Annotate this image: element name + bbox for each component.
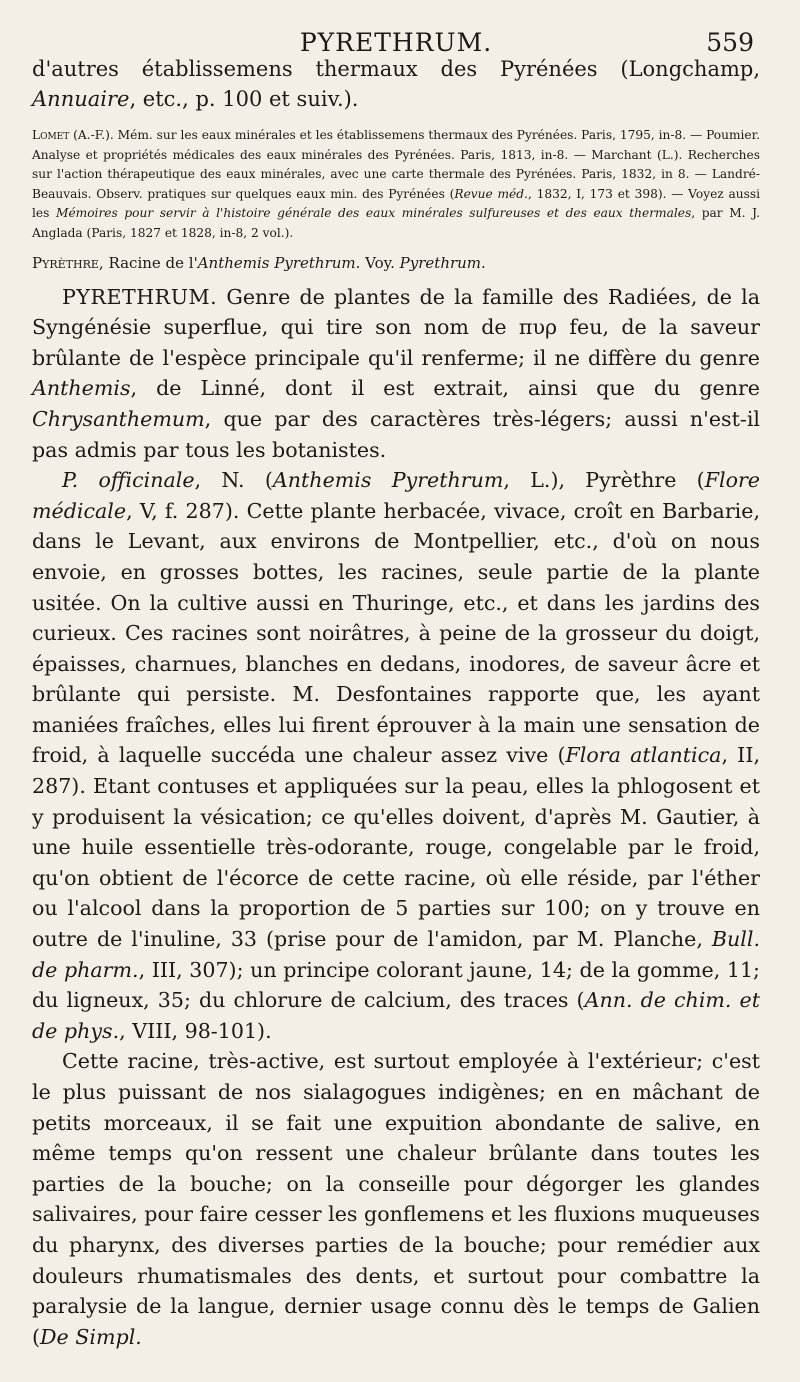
article-paragraph-3 — [32, 1046, 760, 1352]
bibliography-note — [32, 126, 760, 244]
p3-text-a: Cette racine, très-active, est surtout employée à l'extérieur; c'est le plus puissant de nos sialagogues indigènes; en en mâchant de petits morceaux, il se fait une expuition abondante de salive, en même temps qu'on ressent une chaleur brûlante dans toutes les parties de la bouche; on la conseille pour dégorger les glandes salivaires, pour faire cesser les gonflemens et les fluxions muqueuses du pharynx, des diverses parties de la bouche; pour remédier aux douleurs rhumatismales des dents, et surtout pour combattre la paralysie de la langue, dernier usage connu dès le temps de Galien ( — [32, 1049, 760, 1349]
p1-text-a: Genre de plantes de la famille des Radiées, de la Syngénésie superflue, qui tire son nom de πυρ feu, de la saveur brûlante de l'espèce principale qu'il renferme; il ne diffère du genre — [32, 284, 760, 370]
p2-text-c: , V, f. 287). Cette plante herbacée, vivace, croît en Barbarie, dans le Levant, aux environs de Montpellier, etc., d'où on nous envoie, en grosses bottes, les racines, seule partie de la plante usitée. On la cultive aussi en Thuringe, etc., et dans les jardins des curieux. Ces racines sont noirâtres, à peine de la grosseur du doigt, épaisses, charnues, blanches en dedans, inodores, de saveur âcre et brûlante qui persiste. M. Desfontaines rapporte que, les ayant maniées fraîches, elles lui firent éprouver à la main une sensation de froid, à laquelle succéda une chaleur assez vive ( — [32, 498, 760, 768]
note-italic-2: Mémoires pour servir à l'histoire générale des eaux minérales sulfureuses et des eaux thermales — [55, 206, 692, 221]
p1-text-b: , de Linné, dont il est extrait, ainsi que du genre — [130, 376, 760, 401]
article-headword: PYRETHRUM. — [62, 284, 218, 309]
page-number: 559 — [706, 28, 754, 57]
p3-italic-1: De Simpl. — [40, 1324, 142, 1349]
crossref-text-2: . Voy. — [355, 253, 400, 272]
article-body — [32, 282, 760, 1353]
p2-italic-4: Flora atlantica — [565, 743, 722, 768]
note-text-2: , 1832, I, 173 et 398). — Voyez aussi les — [32, 186, 760, 221]
p2-italic-3: Flore médicale — [32, 468, 760, 523]
article-paragraph-2 — [32, 465, 760, 1046]
article-paragraph-1 — [32, 282, 760, 466]
note-text-1: Mém. sur les eaux minérales et les établissemens thermaux des Pyrénées. Paris, 1795, in-8. — Poumier. Analyse et propriétés médicales des eaux minérales des Pyrénées. Paris, 1813, in-8. — Marchant (L.). Recherches sur l'action thérapeutique des eaux minérales, avec une carte thermale des Pyrénées. Paris, 1832, in 8. — Landré-Beauvais. Observ. pratiques sur quelques eaux min. des Pyrénées ( — [32, 128, 760, 201]
p2-italic-1: P. officinale — [62, 468, 195, 493]
lead-text-2: , etc., p. 100 et suiv.). — [129, 87, 359, 111]
lead-text-1: d'autres établissemens thermaux des Pyrénées (Longchamp, — [32, 57, 760, 81]
p1-text-c: , que par des caractères très-légers; aussi n'est-il pas admis par tous les botanistes. — [32, 406, 760, 462]
p1-italic-1: Anthemis — [32, 376, 131, 401]
note-author: Lomet (A.-F.). — [32, 128, 114, 142]
p1-italic-2: Chrysanthemum — [32, 406, 205, 431]
p2-text-d: , II, 287). Etant contuses et appliquées sur la peau, elles la phlogosent et y produisent la vésication; ce qu'elles doivent, d'après M. Gautier, à une huile essentielle très-odorante, rouge, congelable par le froid, qu'on obtient de l'écorce de cette racine, où elle réside, par l'éther ou l'alcool dans la proportion de 5 parties sur 100; on y trouve en outre de l'inuline, 33 (prise pour de l'amidon, par M. Planche, — [32, 743, 760, 952]
cross-reference — [32, 252, 760, 274]
p2-text-f: , VIII, 98-101). — [119, 1018, 272, 1043]
p2-text-e: , III, 307); un principe colorant jaune, 14; de la gomme, 11; du ligneux, 35; du chlorure de calcium, des traces ( — [32, 957, 760, 1013]
continued-paragraph — [32, 54, 760, 114]
crossref-text-3: . — [481, 253, 486, 272]
page-header — [32, 18, 760, 57]
crossref-italic-1: Anthemis Pyrethrum — [197, 253, 356, 272]
p2-italic-5: Bull. de pharm. — [32, 927, 760, 982]
note-text-3: , par M. J. Anglada (Paris, 1827 et 1828, in-8, 2 vol.). — [32, 206, 760, 240]
crossref-italic-2: Pyrethrum — [399, 253, 482, 272]
note-italic-1: Revue méd. — [454, 186, 528, 201]
p2-italic-2: Anthemis Pyrethrum — [272, 468, 504, 493]
p2-text-b: , L.), Pyrèthre ( — [503, 468, 705, 493]
p2-italic-6: Ann. de chim. et de phys. — [32, 988, 760, 1043]
crossref-term: Pyrèthre, — [32, 253, 104, 272]
lead-italic-1: Annuaire — [32, 87, 130, 111]
crossref-text-1: Racine de l' — [103, 253, 198, 272]
p2-text-a: , N. ( — [194, 468, 273, 493]
running-title: PYRETHRUM. — [299, 28, 493, 57]
